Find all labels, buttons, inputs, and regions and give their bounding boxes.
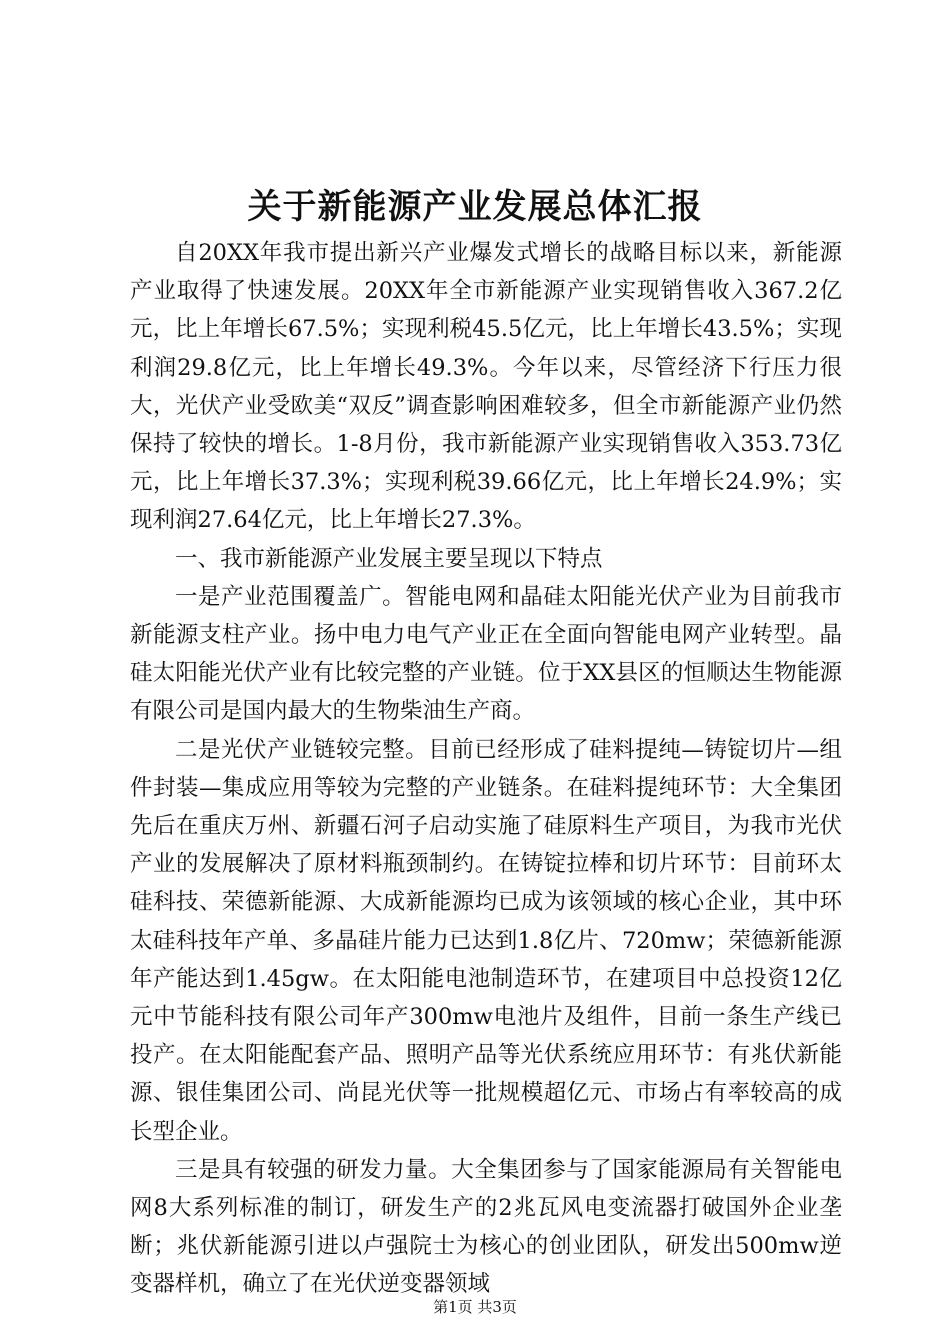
paragraph-point-3: 三是具有较强的研发力量。大全集团参与了国家能源局有关智能电网8大系列标准的制订，研发生产的2兆瓦风电变流器打破国外企业垄断；兆伏新能源引进以卢强院士为核心的创业团队，研发出500mw逆变器样机，确立了在光伏逆变器领域 (130, 1156, 842, 1298)
document-title: 关于新能源产业发展总体汇报 (247, 187, 703, 227)
document-body (130, 234, 842, 1304)
section-heading: 一、我市新能源产业发展主要呈现以下特点 (175, 545, 603, 572)
paragraph-intro: 自20XX年我市提出新兴产业爆发式增长的战略目标以来，新能源产业取得了快速发展。20XX年全市新能源产业实现销售收入367.2亿元，比上年增长67.5%；实现利税45.5亿元，比上年增长43.5%；实现利润29.8亿元，比上年增长49.3%。今年以来，尽管经济下行压力很大，光伏产业受欧美“双反”调查影响困难较多，但全市新能源产业仍然保持了较快的增长。1-8月份，我市新能源产业实现销售收入353.73亿元，比上年增长37.3%；实现利税39.66亿元，比上年增长24.9%；实现利润27.64亿元，比上年增长27.3%。 (130, 240, 842, 534)
paragraph-point-1: 一是产业范围覆盖广。智能电网和晶硅太阳能光伏产业为目前我市新能源支柱产业。扬中电力电气产业正在全面向智能电网产业转型。晶硅太阳能光伏产业有比较完整的产业链。位于XX县区的恒顺达生物能源有限公司是国内最大的生物柴油生产商。 (130, 583, 842, 725)
page-footer: 第1页 共3页 (433, 1298, 517, 1316)
paragraph-point-2: 二是光伏产业链较完整。目前已经形成了硅料提纯—铸锭切片—组件封装—集成应用等较为完整的产业链条。在硅料提纯环节：大全集团先后在重庆万州、新疆石河子启动实施了硅原料生产项目，为我市光伏产业的发展解决了原材料瓶颈制约。在铸锭拉棒和切片环节：目前环太硅科技、荣德新能源、大成新能源均已成为该领域的核心企业，其中环太硅科技年产单、多晶硅片能力已达到1.8亿片、720mw；荣德新能源年产能达到1.45gw。在太阳能电池制造环节，在建项目中总投资12亿元中节能科技有限公司年产300mw电池片及组件，目前一条生产线已投产。在太阳能配套产品、照明产品等光伏系统应用环节：有兆伏新能源、银佳集团公司、尚昆光伏等一批规模超亿元、市场占有率较高的成长型企业。 (130, 736, 842, 1145)
